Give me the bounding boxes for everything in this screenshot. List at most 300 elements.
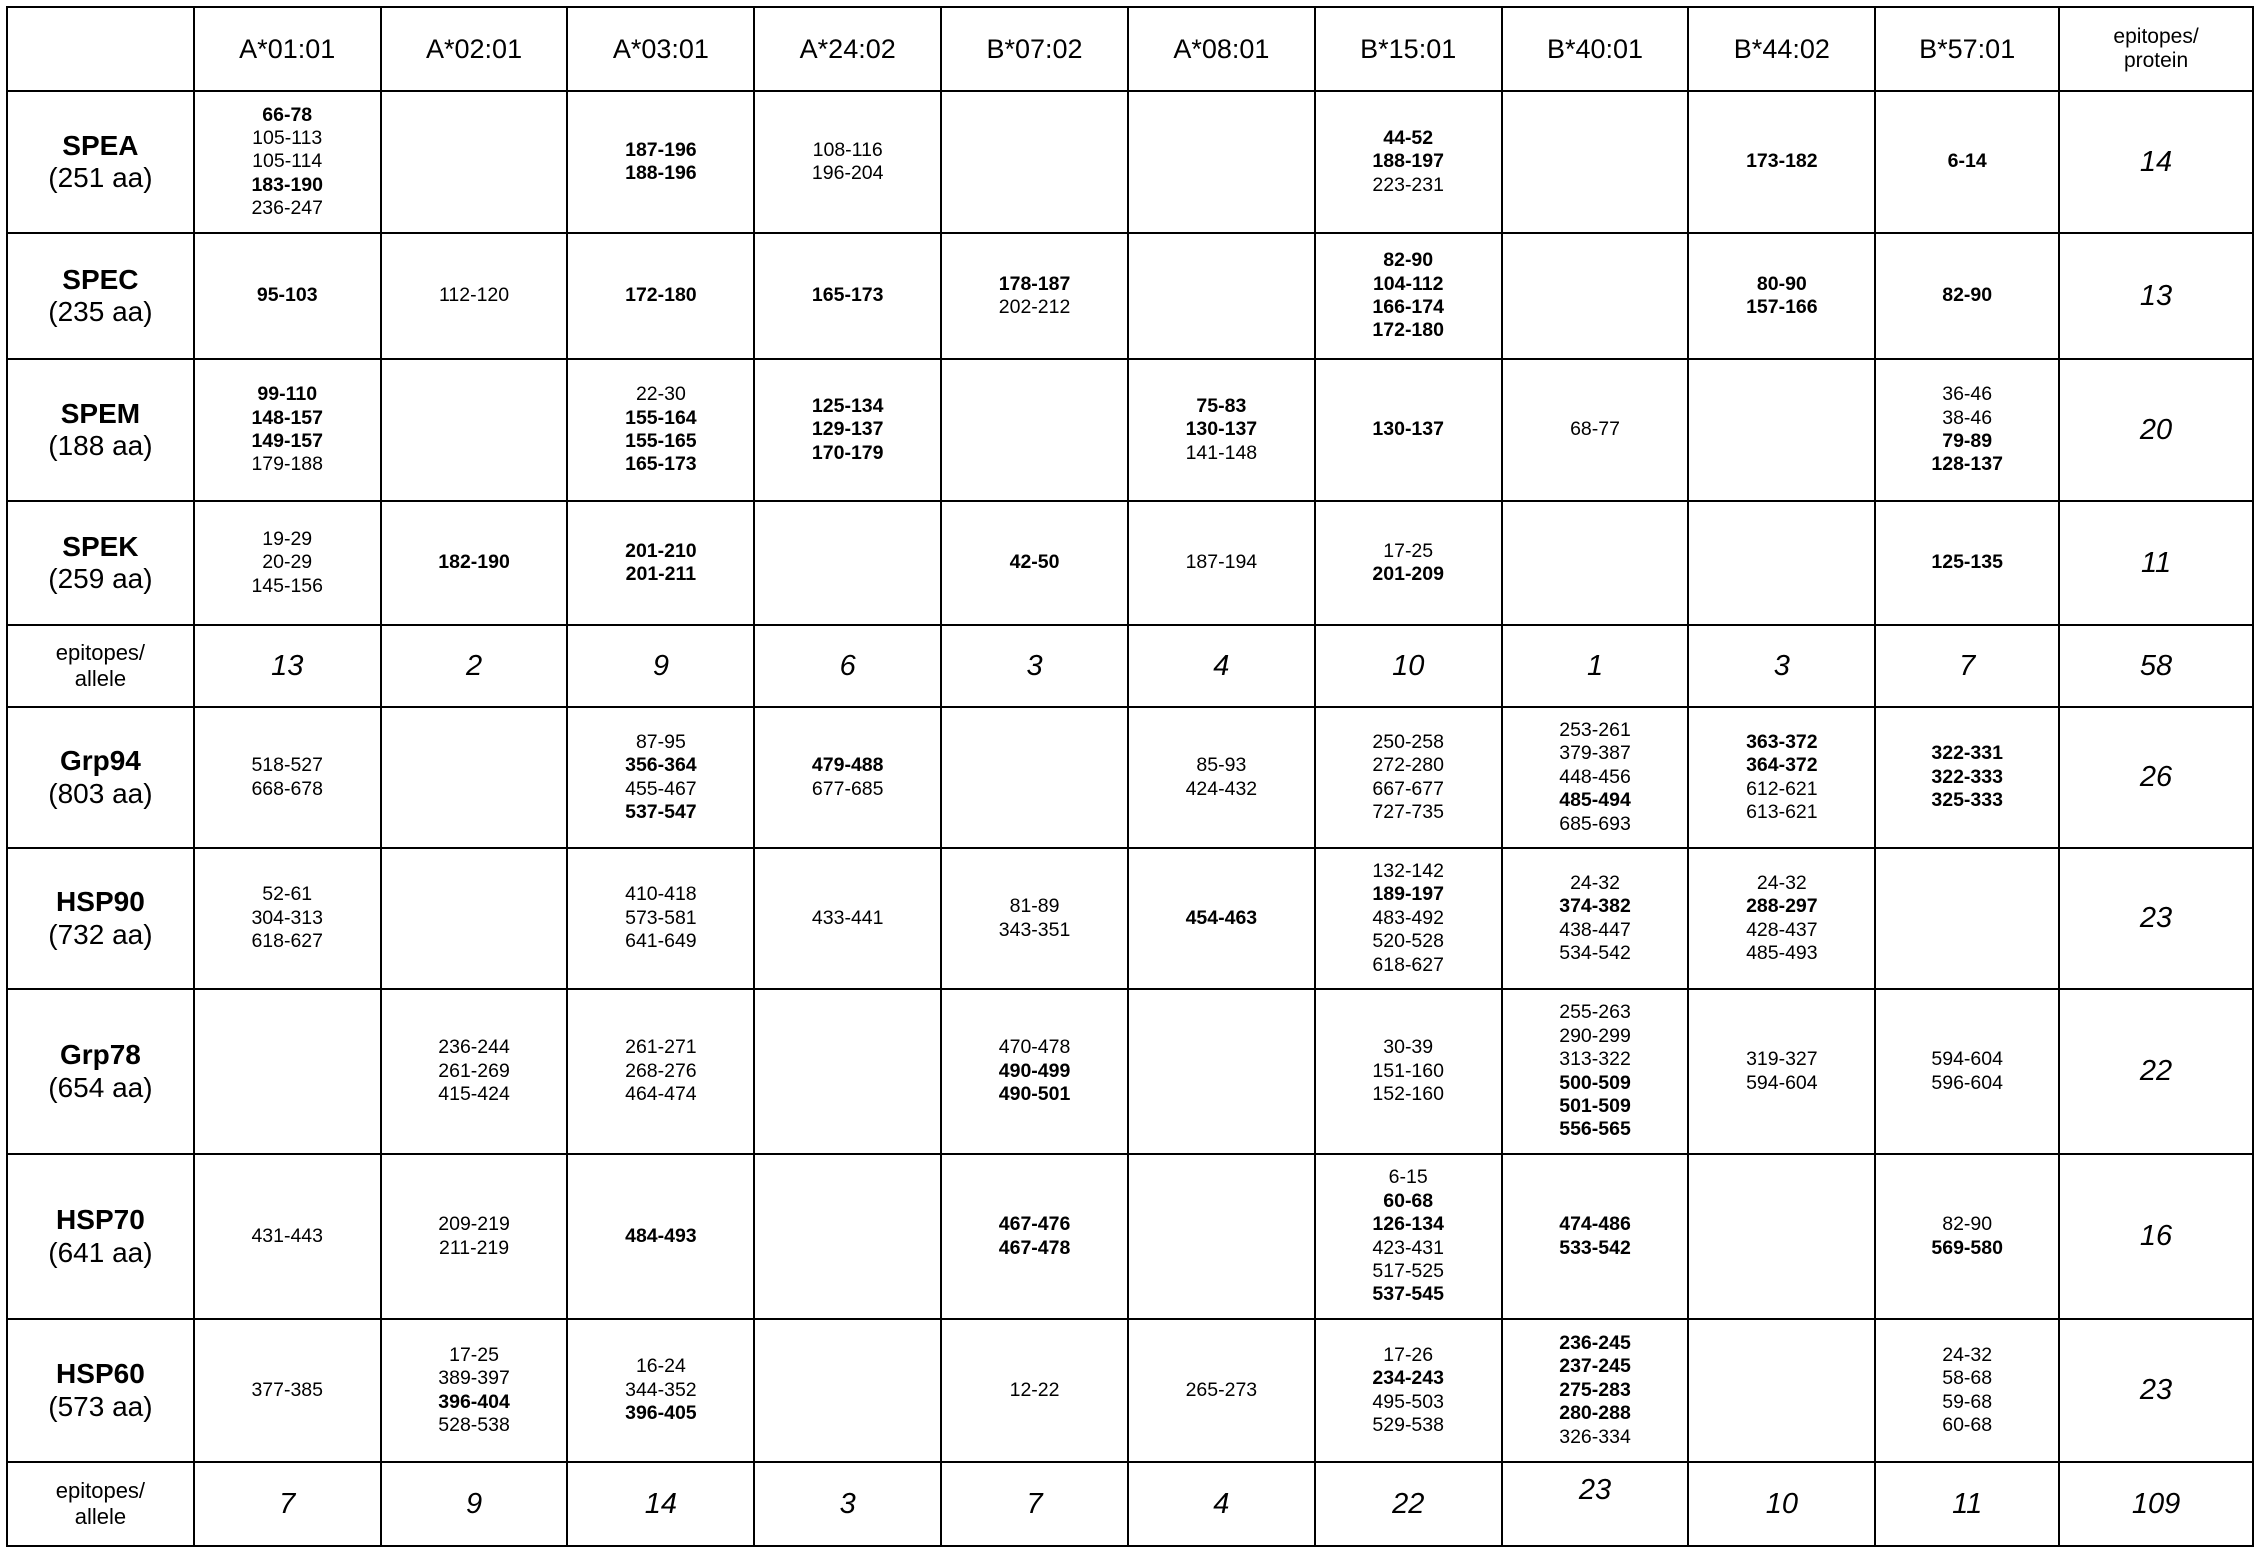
epitopes-per-allele-value bbox=[1315, 1462, 1502, 1546]
epitopes-per-allele-number: 10 bbox=[1392, 649, 1425, 682]
epitope-range: 431-443 bbox=[251, 1224, 324, 1247]
epitope-cell bbox=[1875, 848, 2059, 989]
epitopes-per-allele-value bbox=[1128, 625, 1315, 707]
epitope-cell bbox=[1502, 848, 1689, 989]
epitope-range: 108-116 bbox=[812, 138, 883, 161]
epitope-range: 272-280 bbox=[1372, 754, 1444, 777]
epitopes-per-protein-value: 23 bbox=[2059, 1319, 2253, 1462]
epitope-range: 641-649 bbox=[625, 930, 697, 953]
epitope-range: 326-334 bbox=[1559, 1425, 1631, 1448]
epitope-cell bbox=[1315, 989, 1502, 1154]
epitope-range: 727-735 bbox=[1372, 800, 1444, 823]
epitope-cell bbox=[567, 1319, 754, 1462]
epitope-cell bbox=[1315, 1154, 1502, 1319]
protein-label bbox=[7, 989, 194, 1154]
epitope-range: 125-134 bbox=[811, 394, 884, 417]
allele-header: A*24:02 bbox=[754, 7, 941, 91]
epitope-range: 128-137 bbox=[1931, 453, 2003, 476]
protein-label bbox=[7, 359, 194, 501]
epitope-range: 165-173 bbox=[625, 453, 697, 476]
epitope-range: 59-68 bbox=[1942, 1390, 1993, 1413]
epitope-cell bbox=[567, 1154, 754, 1319]
epitope-cell bbox=[194, 1319, 381, 1462]
epitope-cell bbox=[1502, 989, 1689, 1154]
epitope-range: 374-382 bbox=[1559, 895, 1631, 918]
epitope-range: 534-542 bbox=[1559, 941, 1631, 964]
epitope-range: 612-621 bbox=[1746, 777, 1818, 800]
epitope-cell bbox=[1688, 359, 1875, 501]
epitope-cell bbox=[1875, 707, 2059, 848]
epitope-range: 141-148 bbox=[1185, 441, 1258, 464]
epitopes-per-allele-row bbox=[7, 625, 2253, 707]
epitope-range: 157-166 bbox=[1746, 296, 1818, 318]
epitopes-per-protein-value: 11 bbox=[2059, 501, 2253, 625]
epitope-cell bbox=[1502, 501, 1689, 625]
epitope-range: 211-219 bbox=[438, 1236, 510, 1259]
epitope-range: 22-30 bbox=[635, 383, 686, 406]
epitope-range: 170-179 bbox=[811, 441, 884, 464]
epitope-range: 202-212 bbox=[998, 296, 1071, 318]
epitope-range: 52-61 bbox=[262, 883, 313, 906]
epitope-cell bbox=[1128, 1154, 1315, 1319]
epitope-range: 104-112 bbox=[1372, 272, 1444, 295]
protein-length: (641 aa) bbox=[48, 1236, 153, 1268]
epitope-cell bbox=[1688, 707, 1875, 848]
epitopes-per-allele-label bbox=[7, 1462, 194, 1546]
epitope-range: 236-247 bbox=[251, 197, 324, 220]
epitope-range: 66-78 bbox=[262, 103, 313, 126]
epitope-cell bbox=[381, 1154, 568, 1319]
epitope-range: 613-621 bbox=[1746, 800, 1818, 823]
epitope-cell bbox=[381, 848, 568, 989]
protein-row bbox=[7, 707, 2253, 848]
epitope-cell bbox=[1315, 91, 1502, 233]
protein-row bbox=[7, 989, 2253, 1154]
epitopes-per-allele-value bbox=[941, 625, 1128, 707]
epitope-cell bbox=[754, 707, 941, 848]
epitopes-per-allele-value bbox=[1688, 1462, 1875, 1546]
corner-cell bbox=[7, 7, 194, 91]
epitope-range: 313-322 bbox=[1559, 1048, 1631, 1071]
protein-name: HSP60 bbox=[56, 1358, 145, 1390]
epitope-range: 501-509 bbox=[1559, 1094, 1631, 1117]
epitope-cell bbox=[567, 989, 754, 1154]
epitope-range: 183-190 bbox=[251, 173, 324, 196]
epitope-range: 16-24 bbox=[635, 1355, 686, 1378]
epitope-range: 255-263 bbox=[1559, 1001, 1631, 1024]
epitope-table-container bbox=[6, 6, 2254, 1547]
epitope-cell bbox=[567, 233, 754, 359]
epitope-cell bbox=[754, 989, 941, 1154]
protein-length: (654 aa) bbox=[48, 1071, 153, 1103]
epitope-range: 189-197 bbox=[1372, 883, 1444, 906]
protein-label bbox=[7, 1319, 194, 1462]
epitope-cell bbox=[1128, 501, 1315, 625]
epitope-range: 533-542 bbox=[1559, 1236, 1631, 1259]
epitope-range: 187-194 bbox=[1185, 551, 1258, 574]
epitope-cell bbox=[194, 91, 381, 233]
epitope-range: 82-90 bbox=[1942, 284, 1993, 307]
epitope-range: 485-493 bbox=[1746, 941, 1818, 964]
epitope-range: 112-120 bbox=[438, 284, 510, 307]
allele-header: A*01:01 bbox=[194, 7, 381, 91]
epitope-range: 423-431 bbox=[1372, 1236, 1444, 1259]
epitope-range: 389-397 bbox=[438, 1367, 510, 1390]
epitope-cell bbox=[381, 359, 568, 501]
epitope-cell bbox=[1688, 233, 1875, 359]
epitope-range: 201-210 bbox=[625, 539, 697, 562]
allele-header: A*02:01 bbox=[381, 7, 568, 91]
protein-label bbox=[7, 501, 194, 625]
epitope-cell bbox=[1875, 233, 2059, 359]
epitope-range: 261-271 bbox=[625, 1036, 697, 1059]
epitope-cell bbox=[1875, 1154, 2059, 1319]
epitope-cell bbox=[1688, 848, 1875, 989]
epitope-range: 36-46 bbox=[1942, 383, 1993, 406]
epitope-range: 500-509 bbox=[1559, 1071, 1631, 1094]
epitope-range: 484-493 bbox=[625, 1224, 697, 1247]
epitope-range: 470-478 bbox=[998, 1036, 1071, 1059]
epitope-range: 479-488 bbox=[811, 754, 884, 777]
epitope-range: 322-331 bbox=[1931, 742, 2003, 765]
epitope-cell bbox=[941, 359, 1128, 501]
epitope-cell bbox=[194, 359, 381, 501]
epitope-range: 132-142 bbox=[1372, 860, 1444, 883]
epitope-range: 280-288 bbox=[1559, 1402, 1631, 1425]
epitope-range: 685-693 bbox=[1559, 812, 1631, 835]
protein-length: (732 aa) bbox=[48, 918, 153, 950]
epitopes-per-allele-number: 3 bbox=[839, 1487, 856, 1520]
epitope-range: 30-39 bbox=[1383, 1036, 1434, 1059]
epitopes-per-allele-value bbox=[941, 1462, 1128, 1546]
epitope-range: 19-29 bbox=[262, 527, 313, 550]
epitope-range: 520-528 bbox=[1372, 930, 1444, 953]
epitopes-per-protein-value: 26 bbox=[2059, 707, 2253, 848]
epitope-range: 290-299 bbox=[1559, 1024, 1631, 1047]
epitope-cell bbox=[1128, 1319, 1315, 1462]
epitope-cell bbox=[1502, 1319, 1689, 1462]
epitope-range: 60-68 bbox=[1383, 1189, 1434, 1212]
epitope-range: 173-182 bbox=[1746, 150, 1818, 173]
epitope-range: 24-32 bbox=[1570, 871, 1620, 894]
epitope-range: 125-135 bbox=[1931, 551, 2003, 574]
epitope-cell bbox=[941, 1154, 1128, 1319]
epitope-cell bbox=[1875, 501, 2059, 625]
epitope-cell bbox=[941, 91, 1128, 233]
epitope-cell bbox=[941, 501, 1128, 625]
epitopes-grand-total: 109 bbox=[2059, 1462, 2253, 1546]
epitope-cell bbox=[1128, 707, 1315, 848]
epitope-range: 483-492 bbox=[1372, 906, 1444, 929]
epitope-range: 667-677 bbox=[1372, 777, 1444, 800]
protein-name: Grp78 bbox=[59, 1039, 141, 1071]
protein-name: SPEC bbox=[62, 263, 139, 295]
epitopes-per-allele-number: 9 bbox=[652, 649, 669, 682]
epitope-range: 253-261 bbox=[1559, 719, 1631, 742]
epitopes-per-protein-header-line: epitopes/ bbox=[2113, 25, 2199, 49]
protein-row bbox=[7, 91, 2253, 233]
epitopes-per-allele-label-line: epitopes/ bbox=[55, 1478, 146, 1504]
protein-row bbox=[7, 1154, 2253, 1319]
epitope-range: 60-68 bbox=[1942, 1413, 1993, 1436]
epitope-range: 364-372 bbox=[1746, 754, 1818, 777]
epitope-range: 268-276 bbox=[625, 1059, 697, 1082]
protein-row bbox=[7, 1319, 2253, 1462]
epitope-cell bbox=[941, 989, 1128, 1154]
epitope-range: 490-501 bbox=[998, 1083, 1071, 1106]
epitopes-per-allele-number: 7 bbox=[1026, 1487, 1043, 1520]
epitopes-per-allele-value bbox=[381, 625, 568, 707]
epitope-range: 569-580 bbox=[1931, 1236, 2003, 1259]
protein-row bbox=[7, 233, 2253, 359]
epitope-range: 179-188 bbox=[251, 453, 324, 476]
epitope-range: 188-197 bbox=[1372, 150, 1444, 173]
epitope-range: 448-456 bbox=[1559, 765, 1631, 788]
epitopes-per-allele-value bbox=[1315, 625, 1502, 707]
epitope-range: 148-157 bbox=[251, 406, 324, 429]
protein-name: SPEA bbox=[62, 129, 139, 161]
allele-header: B*44:02 bbox=[1688, 7, 1875, 91]
epitope-cell bbox=[381, 989, 568, 1154]
epitope-range: 322-333 bbox=[1931, 765, 2003, 788]
protein-label bbox=[7, 233, 194, 359]
protein-row bbox=[7, 848, 2253, 989]
epitope-range: 6-15 bbox=[1388, 1166, 1428, 1189]
epitope-cell bbox=[1502, 233, 1689, 359]
epitope-cell bbox=[1688, 1154, 1875, 1319]
epitope-range: 344-352 bbox=[625, 1378, 697, 1401]
epitope-range: 529-538 bbox=[1372, 1413, 1444, 1436]
epitope-range: 261-269 bbox=[438, 1059, 510, 1082]
epitope-range: 517-525 bbox=[1372, 1259, 1444, 1282]
epitopes-per-allele-label-line: epitopes/ bbox=[55, 640, 146, 666]
allele-header: B*57:01 bbox=[1875, 7, 2059, 91]
epitopes-per-allele-value bbox=[754, 625, 941, 707]
epitope-cell bbox=[754, 848, 941, 989]
epitopes-per-allele-number: 3 bbox=[1026, 649, 1043, 682]
epitope-range: 149-157 bbox=[251, 430, 324, 452]
epitope-range: 495-503 bbox=[1372, 1390, 1444, 1413]
epitope-range: 537-547 bbox=[625, 800, 697, 823]
epitope-range: 415-424 bbox=[438, 1083, 510, 1106]
epitope-range: 75-83 bbox=[1196, 394, 1247, 417]
epitope-range: 196-204 bbox=[811, 162, 884, 184]
epitope-range: 518-527 bbox=[251, 754, 324, 777]
epitope-cell bbox=[1502, 359, 1689, 501]
allele-header: B*15:01 bbox=[1315, 7, 1502, 91]
epitope-cell bbox=[941, 233, 1128, 359]
epitope-range: 594-604 bbox=[1931, 1048, 2003, 1071]
protein-length: (803 aa) bbox=[48, 777, 153, 809]
epitopes-per-allele-value bbox=[1502, 625, 1689, 707]
epitope-range: 126-134 bbox=[1372, 1213, 1444, 1236]
epitope-range: 455-467 bbox=[625, 777, 697, 800]
epitope-range: 87-95 bbox=[635, 730, 686, 753]
header-row bbox=[7, 7, 2253, 91]
epitope-cell bbox=[194, 707, 381, 848]
epitope-range: 82-90 bbox=[1383, 249, 1434, 272]
protein-length: (573 aa) bbox=[48, 1390, 153, 1422]
epitopes-per-allele-number: 7 bbox=[1959, 649, 1976, 682]
epitopes-per-allele-number: 4 bbox=[1213, 649, 1230, 682]
epitope-cell bbox=[1688, 501, 1875, 625]
protein-length: (251 aa) bbox=[48, 162, 153, 193]
epitope-range: 428-437 bbox=[1746, 918, 1818, 941]
epitopes-per-allele-number: 22 bbox=[1392, 1487, 1425, 1520]
epitopes-per-allele-number: 13 bbox=[271, 649, 304, 682]
epitope-range: 187-196 bbox=[625, 138, 697, 161]
epitope-cell bbox=[381, 1319, 568, 1462]
epitope-range: 85-93 bbox=[1196, 754, 1247, 777]
epitope-range: 464-474 bbox=[625, 1083, 697, 1106]
epitope-range: 490-499 bbox=[998, 1059, 1071, 1082]
epitopes-per-allele-number: 11 bbox=[1952, 1487, 1983, 1520]
epitope-range: 82-90 bbox=[1942, 1213, 1993, 1236]
protein-row bbox=[7, 359, 2253, 501]
allele-header: B*40:01 bbox=[1502, 7, 1689, 91]
epitope-cell bbox=[194, 1154, 381, 1319]
epitope-range: 556-565 bbox=[1559, 1118, 1631, 1141]
epitopes-per-allele-value bbox=[381, 1462, 568, 1546]
protein-label bbox=[7, 848, 194, 989]
protein-name: SPEM bbox=[60, 397, 141, 429]
epitope-range: 288-297 bbox=[1746, 895, 1818, 918]
epitope-cell bbox=[1875, 359, 2059, 501]
epitope-cell bbox=[567, 848, 754, 989]
epitope-range: 236-244 bbox=[438, 1036, 510, 1059]
epitope-cell bbox=[567, 707, 754, 848]
epitope-range: 236-245 bbox=[1559, 1332, 1631, 1355]
epitope-cell bbox=[754, 501, 941, 625]
epitope-range: 618-627 bbox=[1372, 953, 1444, 976]
epitope-cell bbox=[1128, 989, 1315, 1154]
epitope-range: 438-447 bbox=[1559, 918, 1631, 941]
epitope-range: 377-385 bbox=[251, 1378, 324, 1401]
epitope-range: 155-164 bbox=[625, 406, 697, 429]
epitopes-per-allele-number: 7 bbox=[279, 1487, 296, 1520]
epitope-cell bbox=[941, 848, 1128, 989]
protein-length: (259 aa) bbox=[48, 563, 153, 594]
epitope-range: 80-90 bbox=[1756, 272, 1807, 295]
epitopes-per-allele-number: 6 bbox=[839, 649, 856, 682]
epitope-cell bbox=[1315, 359, 1502, 501]
epitope-range: 201-211 bbox=[625, 563, 697, 585]
protein-length: (235 aa) bbox=[48, 296, 153, 327]
epitopes-grand-total: 58 bbox=[2059, 625, 2253, 707]
protein-name: HSP90 bbox=[56, 886, 145, 918]
epitope-range: 265-273 bbox=[1185, 1378, 1258, 1401]
epitope-range: 44-52 bbox=[1383, 126, 1434, 149]
epitope-range: 178-187 bbox=[998, 272, 1071, 295]
epitope-range: 99-110 bbox=[257, 383, 318, 406]
epitope-range: 363-372 bbox=[1746, 730, 1818, 753]
epitope-range: 95-103 bbox=[256, 284, 318, 307]
epitope-range: 594-604 bbox=[1746, 1071, 1818, 1094]
epitopes-per-allele-row bbox=[7, 1462, 2253, 1546]
epitopes-per-allele-value bbox=[194, 1462, 381, 1546]
epitopes-per-allele-number: 23 bbox=[1578, 1473, 1612, 1506]
epitope-cell bbox=[941, 1319, 1128, 1462]
epitope-range: 356-364 bbox=[625, 754, 697, 777]
epitopes-per-allele-value bbox=[194, 625, 381, 707]
epitope-range: 537-545 bbox=[1372, 1283, 1444, 1306]
epitopes-per-allele-value bbox=[1875, 1462, 2059, 1546]
epitopes-per-allele-number: 9 bbox=[465, 1487, 483, 1520]
epitope-range: 17-25 bbox=[449, 1343, 499, 1366]
epitope-range: 130-137 bbox=[1372, 418, 1444, 441]
epitope-range: 155-165 bbox=[625, 430, 697, 452]
epitope-cell bbox=[194, 233, 381, 359]
epitope-cell bbox=[754, 359, 941, 501]
epitope-range: 396-404 bbox=[438, 1390, 510, 1413]
epitope-range: 275-283 bbox=[1559, 1378, 1631, 1401]
epitope-range: 467-476 bbox=[998, 1213, 1071, 1236]
epitope-range: 234-243 bbox=[1372, 1367, 1444, 1390]
protein-row bbox=[7, 501, 2253, 625]
epitope-range: 424-432 bbox=[1185, 777, 1258, 800]
epitope-range: 201-209 bbox=[1372, 563, 1444, 585]
epitope-cell bbox=[754, 233, 941, 359]
protein-name: HSP70 bbox=[56, 1204, 145, 1236]
epitope-range: 172-180 bbox=[1372, 319, 1444, 342]
epitopes-per-allele-label-line: allele bbox=[74, 1504, 127, 1529]
epitope-cell bbox=[1315, 848, 1502, 989]
epitope-range: 182-190 bbox=[438, 551, 510, 574]
epitope-cell bbox=[941, 707, 1128, 848]
epitopes-per-allele-value bbox=[1502, 1462, 1689, 1546]
epitope-range: 42-50 bbox=[1009, 551, 1060, 574]
epitope-range: 474-486 bbox=[1559, 1213, 1631, 1236]
epitope-cell bbox=[567, 359, 754, 501]
epitope-range: 12-22 bbox=[1009, 1378, 1060, 1401]
epitope-range: 379-387 bbox=[1559, 742, 1631, 765]
epitope-cell bbox=[1688, 91, 1875, 233]
epitope-range: 105-114 bbox=[252, 150, 323, 173]
epitopes-per-allele-number: 14 bbox=[644, 1487, 678, 1520]
epitope-cell bbox=[381, 707, 568, 848]
epitope-range: 152-160 bbox=[1372, 1083, 1444, 1106]
epitope-range: 485-494 bbox=[1559, 789, 1631, 812]
epitope-cell bbox=[1502, 707, 1689, 848]
allele-header: A*03:01 bbox=[567, 7, 754, 91]
epitope-cell bbox=[1128, 359, 1315, 501]
epitopes-per-allele-number: 10 bbox=[1765, 1487, 1798, 1520]
epitope-cell bbox=[567, 91, 754, 233]
epitope-table bbox=[6, 6, 2254, 1547]
epitope-range: 223-231 bbox=[1372, 173, 1444, 196]
epitope-range: 6-14 bbox=[1947, 150, 1987, 173]
epitope-cell bbox=[194, 989, 381, 1154]
epitope-cell bbox=[754, 91, 941, 233]
epitope-cell bbox=[1688, 1319, 1875, 1462]
epitope-range: 166-174 bbox=[1372, 296, 1444, 318]
epitope-range: 573-581 bbox=[625, 906, 697, 929]
epitope-cell bbox=[1315, 501, 1502, 625]
epitope-range: 24-32 bbox=[1756, 871, 1807, 894]
epitope-range: 145-156 bbox=[251, 574, 324, 597]
epitope-cell bbox=[567, 501, 754, 625]
epitopes-per-protein-header-line: protein bbox=[2123, 49, 2189, 72]
epitopes-per-allele-number: 2 bbox=[465, 649, 483, 682]
epitopes-per-protein-value: 23 bbox=[2059, 848, 2253, 989]
epitopes-per-allele-value bbox=[567, 1462, 754, 1546]
epitope-range: 38-46 bbox=[1942, 406, 1993, 429]
epitope-range: 596-604 bbox=[1931, 1071, 2003, 1094]
epitope-range: 130-137 bbox=[1185, 418, 1258, 441]
protein-name: SPEK bbox=[62, 530, 139, 562]
epitope-range: 237-245 bbox=[1559, 1355, 1631, 1378]
epitope-range: 165-173 bbox=[811, 284, 884, 307]
